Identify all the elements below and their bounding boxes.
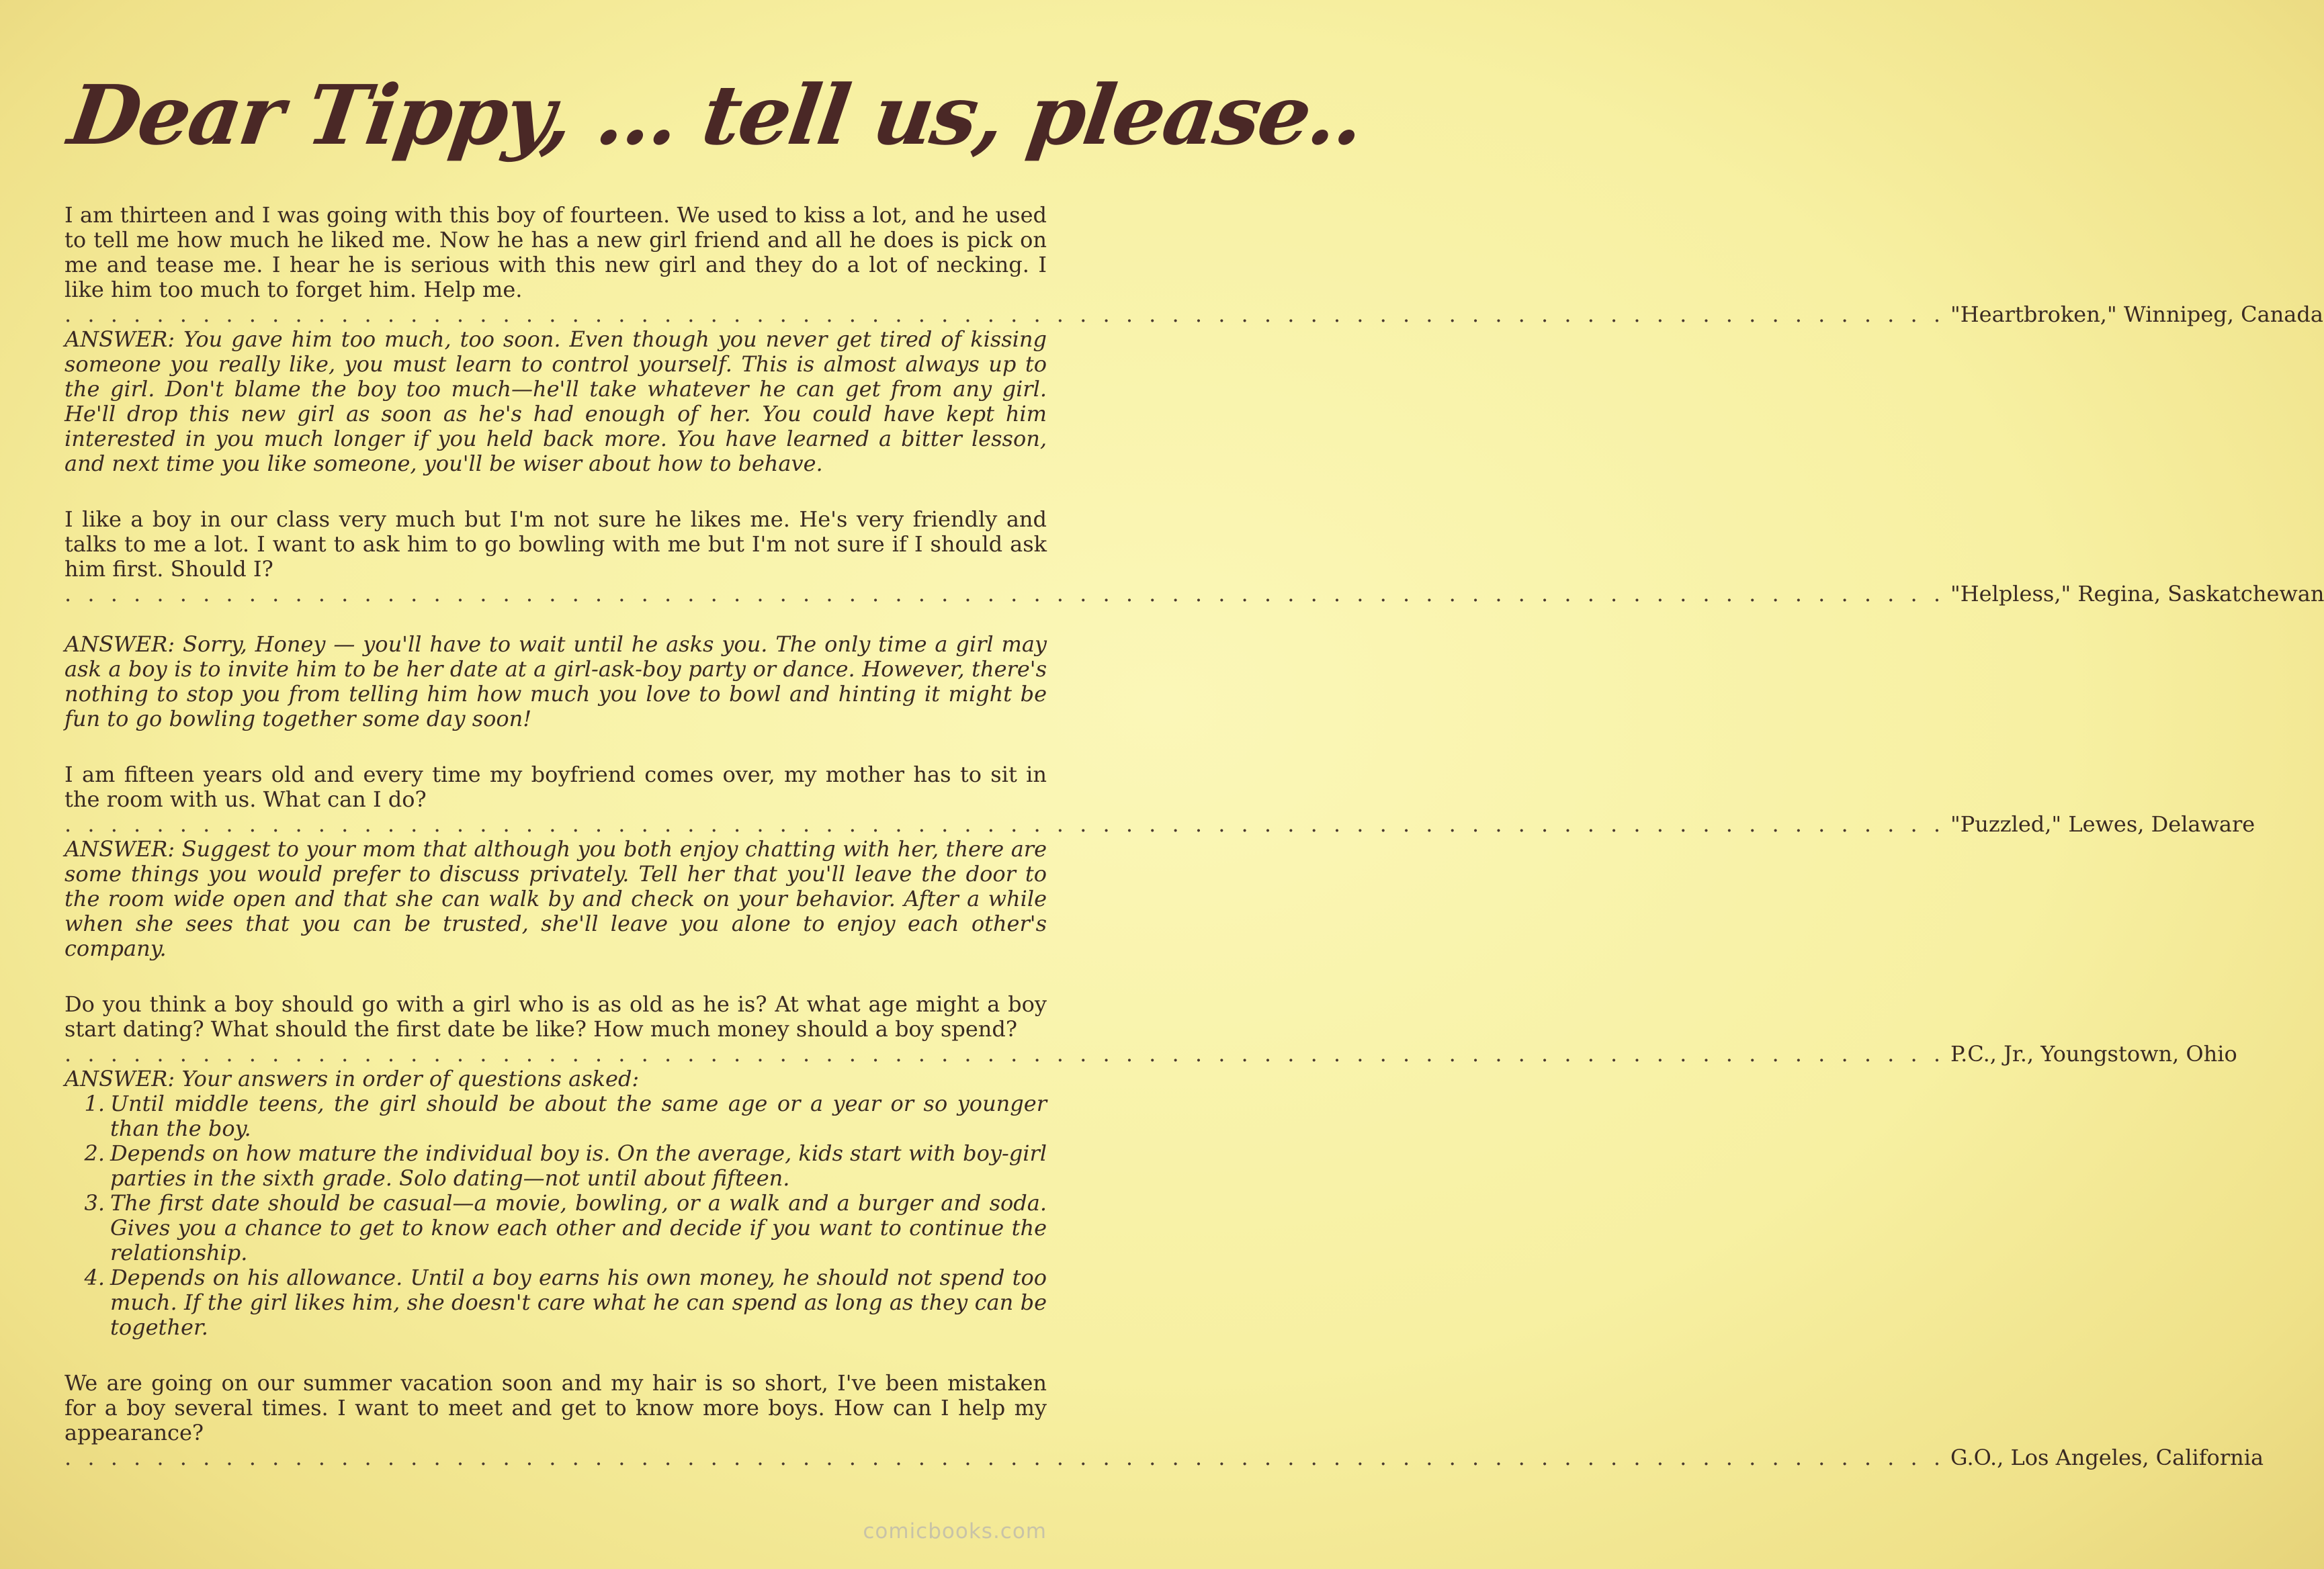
signature-name: G.O., Los Angeles, California: [1950, 1445, 2264, 1470]
letter-entry-2: [64, 506, 2324, 731]
letter-signature: [64, 581, 2324, 607]
leader-dots: [64, 1042, 1945, 1067]
signature-name: P.C., Jr., Youngstown, Ohio: [1950, 1041, 2237, 1067]
leader-dots: [64, 812, 1945, 837]
answer-list-item: [64, 1265, 1047, 1340]
reader-letter: I like a boy in our class very much but I'm not sure he likes me. He's very friendly and talks to me a lot. I want to ask him to go bowling with me but I'm not sure if I should ask him first. Should I?: [64, 506, 1047, 582]
tippy-answer: ANSWER: You gave him too much, too soon. Even though you never get tired of kissing someone you really like, you must learn to control yourself. This is almost always up to the girl. Don't blame the boy too much—he'll take whatever he can get from any girl. He'll drop this new girl as soon as he's had enough of her. You could have kept him interested in you much longer if you held back more. You have learned a bitter lesson, and next time you like someone, you'll be wiser about how to behave.: [64, 326, 1047, 476]
letter-signature: [64, 302, 2323, 327]
answer-list-item: [64, 1141, 1047, 1191]
answer-item-text: Depends on his allowance. Until a boy earns his own money, he should not spend too much. If the girl likes him, she doesn't care what he can spend as long as they can be together.: [110, 1265, 1047, 1340]
reader-letter: Do you think a boy should go with a girl who is as old as he is? At what age might a boy start dating? What should the first date be like? How much money should a boy spend?: [64, 991, 1047, 1042]
answer-item-text: Depends on how mature the individual boy is. On the average, kids start with boy-girl parties in the sixth grade. Solo dating—not until about fifteen.: [110, 1140, 1047, 1191]
column-masthead: Dear Tippy, ... tell us, please..: [62, 66, 1369, 163]
signature-name: "Heartbroken," Winnipeg, Canada: [1950, 302, 2323, 327]
reader-letter: I am thirteen and I was going with this boy of fourteen. We used to kiss a lot, and he used to tell me how much he liked me. Now he has a new girl friend and all he does is pick on me and tease me. I hear he is serious with this new girl and they do a lot of necking. I like him too much to forget him. Help me.: [64, 202, 1047, 302]
leader-dots: [64, 1445, 1945, 1470]
answer-list-item: [64, 1091, 1047, 1141]
signature-name: "Puzzled," Lewes, Delaware: [1950, 811, 2255, 837]
letter-signature: [64, 1041, 2237, 1067]
answer-item-text: Until middle teens, the girl should be about the same age or a year or so younger than the boy.: [110, 1091, 1047, 1141]
letter-entry-5: [64, 1370, 2264, 1470]
letter-entry-4: [64, 991, 2237, 1340]
answer-list: [64, 1091, 1047, 1340]
letter-entry-1: [64, 202, 2323, 476]
tippy-answer: ANSWER: Suggest to your mom that although you both enjoy chatting with her, there are some things you would prefer to discuss privately. Tell her that you'll leave the door to the room wide open and that she can walk by and check on your behavior. After a while when she sees that you can be trusted, she'll leave you alone to enjoy each other's company.: [64, 836, 1047, 961]
signature-name: "Helpless," Regina, Saskatchewan: [1950, 581, 2324, 607]
answer-item-text: The first date should be casual—a movie, bowling, or a walk and a burger and soda. Gives you a chance to get to know each other and decide if you want to continue the relationship.: [110, 1190, 1047, 1265]
leader-dots: [64, 302, 1945, 327]
site-watermark: comicbooks.com: [863, 1519, 1047, 1543]
leader-dots: [64, 582, 1945, 607]
answer-item-number: 1.: [84, 1091, 105, 1116]
tippy-answer-intro: ANSWER: Your answers in order of questions asked:: [64, 1066, 640, 1091]
reader-letter: I am fifteen years old and every time my boyfriend comes over, my mother has to sit in the room with us. What can I do?: [64, 762, 1047, 812]
answer-item-number: 2.: [84, 1140, 105, 1166]
answer-item-number: 3.: [84, 1190, 105, 1216]
reader-letter: We are going on our summer vacation soon and my hair is so short, I've been mistaken for a boy several times. I want to meet and get to know more boys. How can I help my appearance?: [64, 1370, 1047, 1445]
advice-column: [62, 52, 2324, 1470]
letter-signature: [64, 811, 2255, 837]
letter-entry-3: [64, 762, 2255, 961]
answer-item-number: 4.: [84, 1265, 105, 1290]
letter-signature: [64, 1445, 2264, 1470]
answer-list-item: [64, 1191, 1047, 1265]
tippy-answer: ANSWER: Sorry, Honey — you'll have to wait until he asks you. The only time a girl may ask a boy is to invite him to be her date at a girl-ask-boy party or dance. However, there's nothing to stop you from telling him how much you love to bowl and hinting it might be fun to go bowling together some day soon!: [64, 631, 1047, 731]
